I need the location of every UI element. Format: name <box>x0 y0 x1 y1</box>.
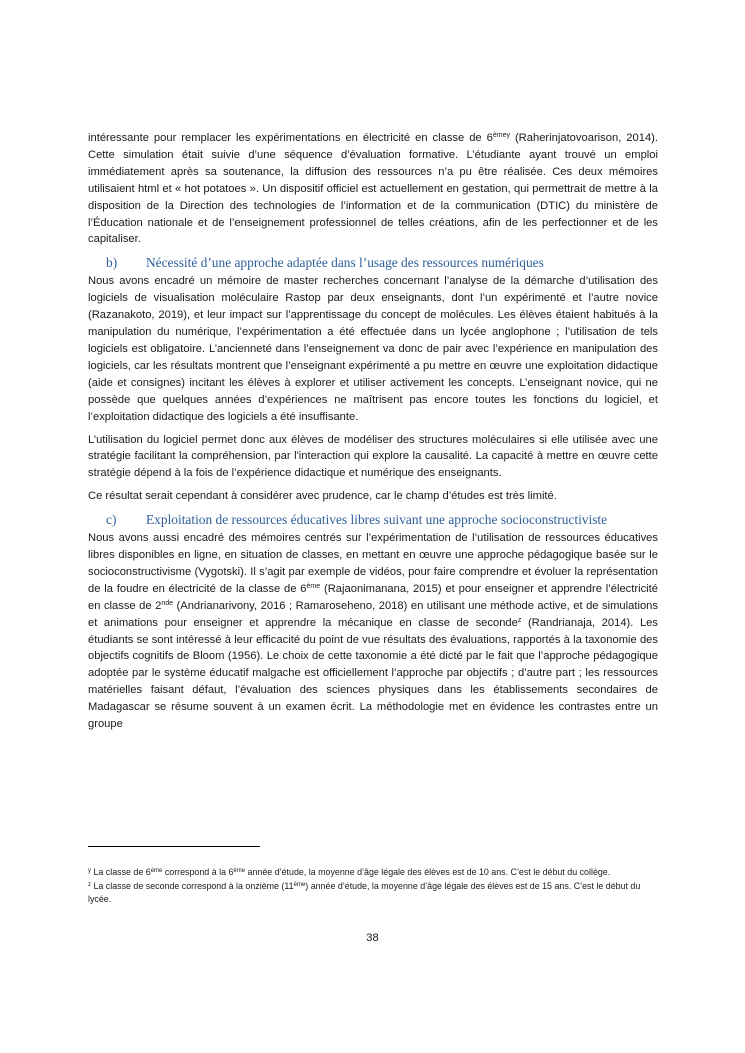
superscript: ème <box>150 868 163 874</box>
section-heading-b <box>88 254 658 271</box>
footnote-ref-y: èmey <box>492 132 510 139</box>
text-run: Nous avons aussi encadré des mémoires centrés sur l’expérimentation de l’utilisation de ressources éducatives libres disponibles en ligne, en situation de classes, en mettant en œuvre une approche pédagogique basée sur le socioconstructivisme (Vygotski). Il s’agit par exemple de vidéos, pour faire comprendre et évoluer la représentation de la foudre en électricité de la classe de 6 <box>88 532 658 595</box>
superscript: ème <box>293 882 306 888</box>
footnote-y <box>88 866 658 879</box>
heading-text: Exploitation de ressources éducatives libres suivant une approche socioconstructiviste <box>146 512 608 528</box>
paragraph-caution: Ce résultat serait cependant à considérer avec prudence, car le champ d’études est très limité. <box>88 490 557 503</box>
footnote-mark: z <box>88 882 91 888</box>
paragraph-software-use: L’utilisation du logiciel permet donc aux élèves de modéliser des structures moléculaires si elle utilisée avec une stratégie facilitant la compréhension, par l'interaction qui explore la causalité. La capacité à mettre en œuvre cette stratégie dépend à la fois de l’expérience didactique et numérique des enseignants. <box>88 433 658 480</box>
heading-text: Nécessité d’une approche adaptée dans l’usage des ressources numériques <box>146 255 544 271</box>
text-run: (Randrianaja, 2014). Les étudiants se sont intéressé à leur efficacité du point de vue résultats des évaluations, rapportés à la taxonomie des objectifs cognitifs de Bloom (1956). Le choix de cette taxonomie a été dicté par le fait que l’approche pédagogique adoptée par le système éducatif malgache est officiellement l’approche par objectifs ; d’autre part ; les ressources matérielles faisant défaut, l’évaluation des sciences physiques dans les établissements secondaires de Madagascar se résume souvent à un examen écrit. La méthodologie met en évidence les contrastes entre un groupe <box>88 616 658 731</box>
footnotes <box>88 866 658 907</box>
heading-number: b) <box>106 255 118 271</box>
text-run: intéressante pour remplacer les expérimentations en électricité en classe de 6 <box>88 132 493 144</box>
text-run: (Andrianarivony, 2016 ; Ramaroseheno, 2018) en utilisant une méthode active, et de simulations et animations pour enseigner et apprendre la mécanique en classe de seconde <box>88 599 658 629</box>
text-run: année d’étude, la moyenne d’âge légale des élèves est de 10 ans. C’est le début du collège. <box>245 867 611 877</box>
page-number: 38 <box>366 932 379 944</box>
text-run: (Rajaonimanana, 2015) et pour enseigner et apprendre l’électricité en classe de 2 <box>88 582 658 612</box>
footnote-ref-z: z <box>517 616 522 624</box>
text-run: La classe de seconde correspond à la onzième (11 <box>91 881 294 891</box>
superscript: ème <box>306 582 321 590</box>
section-heading-c <box>88 511 658 528</box>
footnote-separator <box>88 846 260 847</box>
footnote-mark: y <box>88 868 91 874</box>
text-run: ) année d’étude, la moyenne d’âge légale des élèves est de 15 ans. C’est le début du lycée. <box>88 881 641 904</box>
paragraph-rastop: Nous avons encadré un mémoire de master recherches concernant l’analyse de la démarche d’utilisation des logiciels de visualisation moléculaire Rastop par deux enseignants, dont l’un expérimenté et l’autre novice (Razanakoto, 2019), et leur impact sur l’apprentissage du concept de molécules. Les élèves étaient habitués à la manipulation du numérique, l’expérimentation a été effectuée dans un lycée anglophone ; l’utilisation de tels logiciels est obligatoire. L’ancienneté dans l’enseignement va donc de pair avec l’expérience en manipulation des logiciels, car les résultats montrent que l’enseignant expérimenté a pu mettre en œuvre une exploitation didactique (aide et consignes) incitant les élèves à explorer et utiliser activement les concepts. L’enseignant novice, qui ne possède que quelques années d’expériences ne maîtrisent pas encore toutes les fonctions du logiciel, et l’exploitation didactique des logiciels a été insuffisante. <box>88 275 658 423</box>
superscript: nde <box>161 599 174 607</box>
heading-number: c) <box>106 512 117 528</box>
paragraph-intro <box>88 130 658 248</box>
text-run: correspond à la 6 <box>162 867 234 877</box>
paragraph-oer <box>88 530 658 733</box>
text-run: (Raherinjatovoarison, 2014). Cette simulation était suivie d’une séquence d’évaluation formative. L’étudiante ayant trouvé un emploi immédiatement après sa soutenance, la diffusion des ressources n’a pu être réalisée. Ces deux mémoires utilisaient html et « hot potatoes ». Un dispositif officiel est actuellement en gestation, qui permettrait de mettre à la disposition de la Direction des technologies de l’information et de la communication (DTIC) du ministère de l’Éducation nationale et de l’enseignement professionnel de telles créations, afin de les perfectionner et de les capitaliser. <box>88 132 658 246</box>
superscript: ème <box>233 868 246 874</box>
text-run: La classe de 6 <box>91 867 151 877</box>
body-text <box>88 130 658 739</box>
footnote-z <box>88 880 658 906</box>
